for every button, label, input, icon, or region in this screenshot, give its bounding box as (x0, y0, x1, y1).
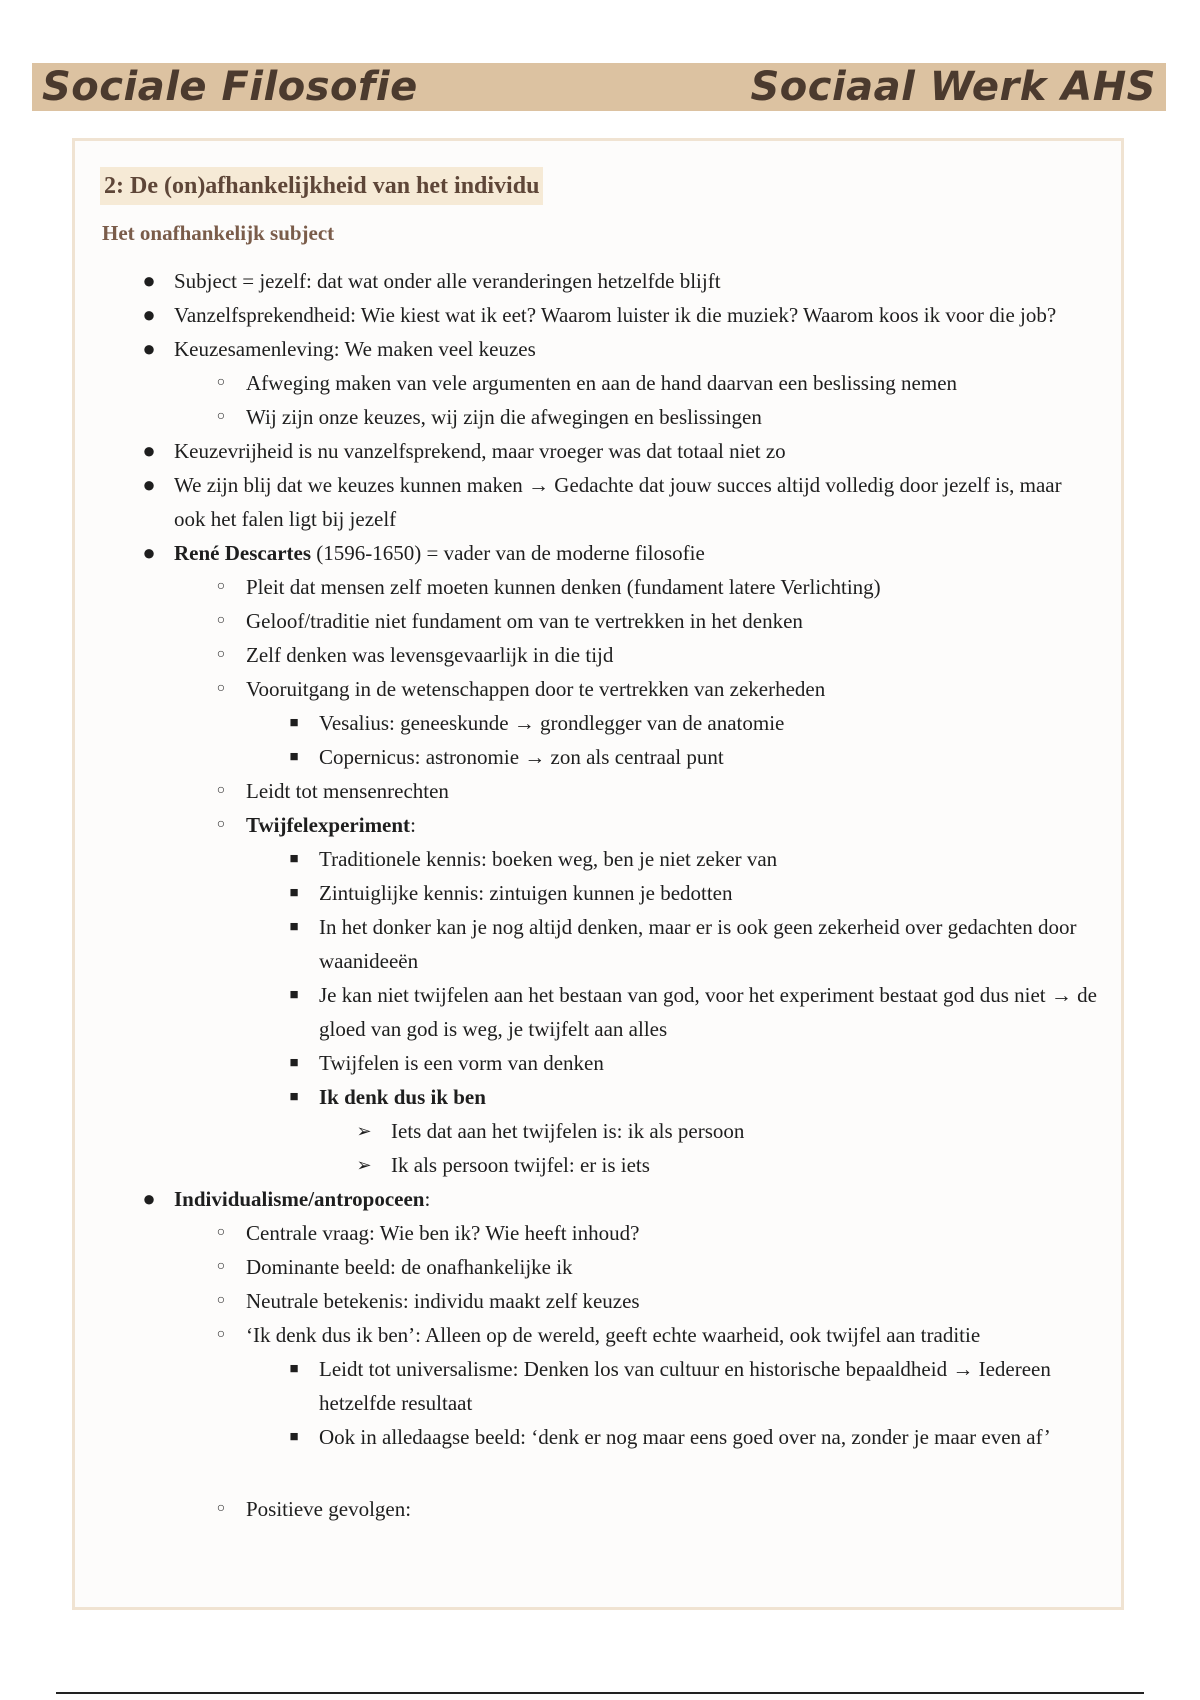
list-item: ● Vanzelfsprekendheid: Wie kiest wat ik eet? Waarom luister ik die muziek? Waarom koos ik voor die job? (174, 298, 1096, 332)
cogito-label: Ik denk dus ik ben (319, 1085, 486, 1109)
course-title: Sociale Filosofie (42, 64, 418, 110)
square-bullet-icon: ■ (289, 715, 299, 731)
circle-bullet-icon: ○ (216, 1501, 226, 1516)
disc-bullet-icon: ● (142, 268, 156, 293)
list-item: ○ Pleit dat mensen zelf moeten kunnen denken (fundament latere Verlichting) (246, 570, 1098, 604)
square-bullet-icon: ■ (289, 885, 299, 901)
list-item: ➢ Ik als persoon twijfel: er is iets (391, 1148, 1091, 1182)
circle-bullet-icon: ○ (216, 1259, 226, 1274)
circle-bullet-icon: ○ (216, 1293, 226, 1308)
section-title: 2: De (on)afhankelijkheid van het individu (100, 167, 543, 205)
square-bullet-icon: ■ (289, 1361, 299, 1377)
circle-bullet-icon: ○ (216, 817, 226, 832)
individualisme-label: Individualisme/antropoceen (174, 1187, 425, 1211)
list-item: ○ Vooruitgang in de wetenschappen door te vertrekken van zekerheden (246, 672, 1098, 706)
disc-bullet-icon: ● (142, 336, 156, 361)
square-bullet-icon: ■ (289, 749, 299, 765)
square-bullet-icon: ■ (289, 987, 299, 1003)
list-item: ○ Positieve gevolgen: (246, 1492, 1098, 1526)
spacer (0, 1454, 1200, 1492)
disc-bullet-icon: ● (142, 438, 156, 463)
list-item: ● René Descartes (1596-1650) = vader van de moderne filosofie (174, 536, 1096, 570)
list-item: ○ Wij zijn onze keuzes, wij zijn die afwegingen en beslissingen (246, 400, 1098, 434)
list-item: ○ Neutrale betekenis: individu maakt zelf keuzes (246, 1284, 1098, 1318)
list-item: ○ Dominante beeld: de onafhankelijke ik (246, 1250, 1098, 1284)
list-item: ■ In het donker kan je nog altijd denken, maar er is ook geen zekerheid over gedachten door waanideeën (319, 910, 1097, 978)
list-item (289, 1080, 1097, 1114)
list-item: ● Keuzesamenleving: We maken veel keuzes (174, 332, 1096, 366)
list-item: ○ Afweging maken van vele argumenten en aan de hand daarvan een beslissing nemen (246, 366, 1098, 400)
twijfelexperiment-label: Twijfelexperiment (246, 813, 411, 837)
list-item: ■ Leidt tot universalisme: Denken los van cultuur en historische bepaaldheid → Iedereen hetzelfde resultaat (319, 1352, 1097, 1420)
descartes-name: René Descartes (174, 541, 312, 565)
list-item: ■ Traditionele kennis: boeken weg, ben je niet zeker van (319, 842, 1097, 876)
circle-bullet-icon: ○ (216, 681, 226, 696)
square-bullet-icon: ■ (289, 851, 299, 867)
list-item: ■ Zintuiglijke kennis: zintuigen kunnen je bedotten (319, 876, 1097, 910)
list-item: ■ Vesalius: geneeskunde → grondlegger van de anatomie (319, 706, 1097, 740)
circle-bullet-icon: ○ (216, 1225, 226, 1240)
circle-bullet-icon: ○ (216, 579, 226, 594)
square-bullet-icon: ■ (289, 1055, 299, 1071)
program-title: Sociaal Werk AHS (750, 64, 1156, 110)
list-item: ○ Twijfelexperiment: (246, 808, 1098, 842)
bullet-list (0, 264, 1200, 1526)
square-bullet-icon: ■ (289, 919, 299, 935)
square-bullet-icon: ■ (289, 1429, 299, 1445)
list-item: ○ Zelf denken was levensgevaarlijk in die tijd (246, 638, 1098, 672)
list-item: ■ Twijfelen is een vorm van denken (319, 1046, 1097, 1080)
list-item: ● We zijn blij dat we keuzes kunnen maken → Gedachte dat jouw succes altijd volledig door jezelf is, maar ook het falen ligt bij jezelf (174, 468, 1096, 536)
list-item: ● Keuzevrijheid is nu vanzelfsprekend, maar vroeger was dat totaal niet zo (174, 434, 1096, 468)
list-item: ■ Ook in alledaagse beeld: ‘denk er nog maar eens goed over na, zonder je maar even af’ (319, 1420, 1097, 1454)
circle-bullet-icon: ○ (216, 783, 226, 798)
disc-bullet-icon: ● (142, 540, 156, 565)
list-item: ■ Je kan niet twijfelen aan het bestaan van god, voor het experiment bestaat god dus niet → de gloed van god is weg, je twijfelt aan alles (319, 978, 1097, 1046)
list-item: ○ Centrale vraag: Wie ben ik? Wie heeft inhoud? (246, 1216, 1098, 1250)
disc-bullet-icon: ● (142, 1186, 156, 1211)
arrow-bullet-icon: ➢ (356, 1155, 372, 1175)
list-item: ● Subject = jezelf: dat wat onder alle veranderingen hetzelfde blijft (174, 264, 1096, 298)
circle-bullet-icon: ○ (216, 1327, 226, 1342)
circle-bullet-icon: ○ (216, 409, 226, 424)
disc-bullet-icon: ● (142, 472, 156, 497)
square-bullet-icon: ■ (289, 1089, 299, 1105)
circle-bullet-icon: ○ (216, 375, 226, 390)
footer-divider (56, 1692, 1144, 1694)
circle-bullet-icon: ○ (216, 613, 226, 628)
arrow-bullet-icon: ➢ (356, 1121, 372, 1141)
disc-bullet-icon: ● (142, 302, 156, 327)
subsection-title: Het onafhankelijk subject (102, 221, 335, 245)
list-item: ○ ‘Ik denk dus ik ben’: Alleen op de wereld, geeft echte waarheid, ook twijfel aan traditie (246, 1318, 1098, 1352)
list-item: ○ Leidt tot mensenrechten (246, 774, 1098, 808)
list-item: ■ Copernicus: astronomie → zon als centraal punt (319, 740, 1097, 774)
list-item: ● Individualisme/antropoceen: (174, 1182, 1096, 1216)
list-item: ➢ Iets dat aan het twijfelen is: ik als persoon (391, 1114, 1091, 1148)
circle-bullet-icon: ○ (216, 647, 226, 662)
list-item: ○ Geloof/traditie niet fundament om van te vertrekken in het denken (246, 604, 1098, 638)
